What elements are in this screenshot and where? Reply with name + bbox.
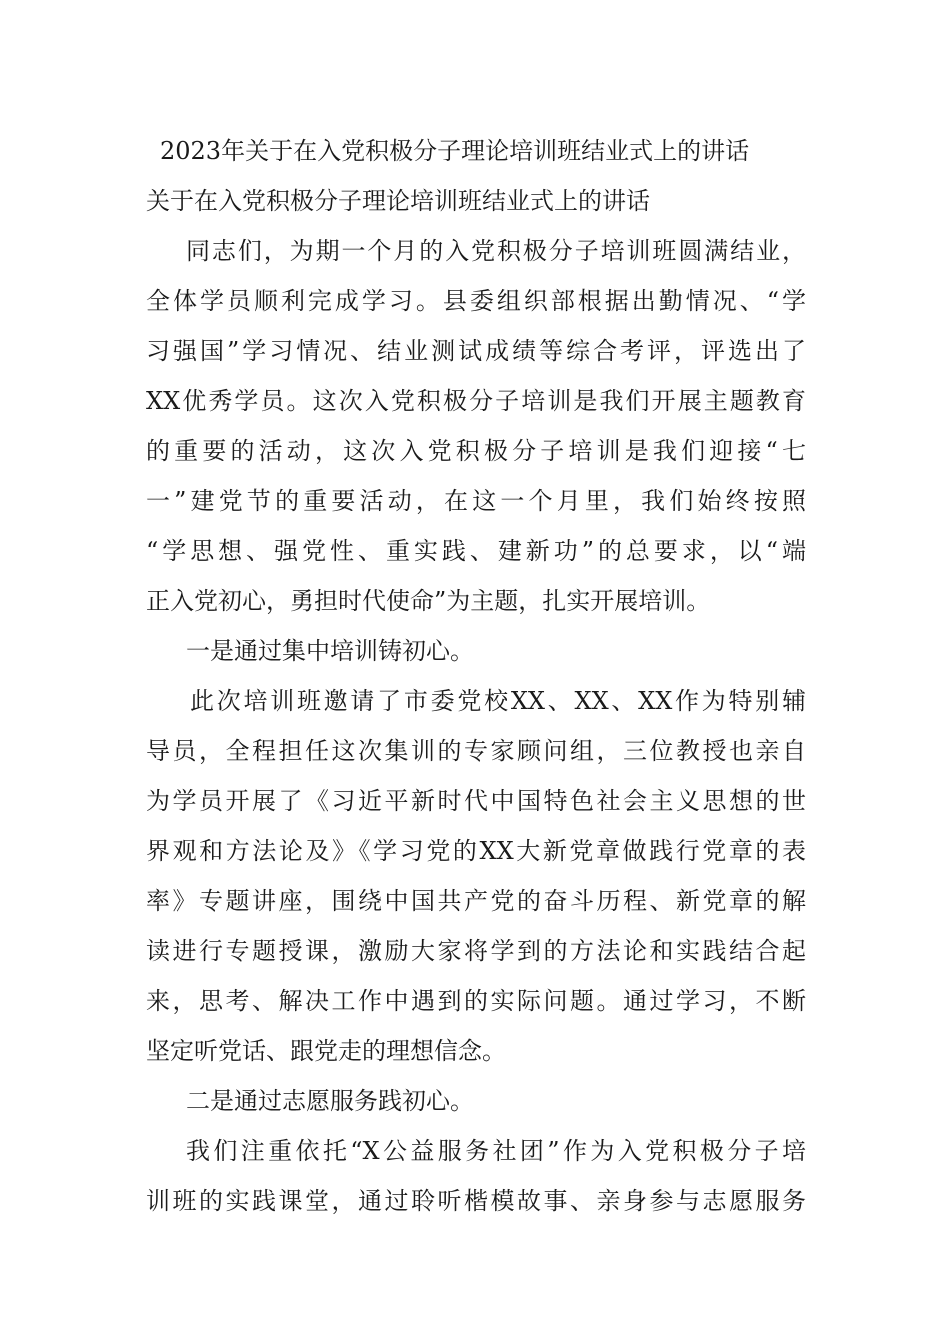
paragraph-line: 为学员开展了《习近平新时代中国特色社会主义思想的世: [146, 787, 806, 815]
document-subtitle: 关于在入党积极分子理论培训班结业式上的讲话: [146, 187, 650, 215]
paragraph-line: 训班的实践课堂，通过聆听楷模故事、亲身参与志愿服务: [146, 1187, 806, 1215]
section-heading: 一是通过集中培训铸初心。: [186, 637, 474, 665]
paragraph-line: 界观和方法论及》《学习党的XX大新党章做践行党章的表: [146, 837, 806, 865]
paragraph-line: 坚定听党话、跟党走的理想信念。: [146, 1037, 506, 1065]
paragraph-line: 全体学员顺利完成学习。县委组织部根据出勤情况、“学: [146, 287, 806, 315]
paragraph-line: “学思想、强党性、重实践、建新功”的总要求，以“端: [146, 537, 806, 565]
paragraph-line: XX优秀学员。这次入党积极分子培训是我们开展主题教育: [146, 387, 806, 415]
paragraph-line: 此次培训班邀请了市委党校XX、XX、XX作为特别辅: [190, 687, 806, 715]
paragraph-line: 习强国”学习情况、结业测试成绩等综合考评，评选出了: [146, 337, 806, 365]
paragraph-line: 的重要的活动，这次入党积极分子培训是我们迎接“七: [146, 437, 806, 465]
paragraph-line: 导员，全程担任这次集训的专家顾问组，三位教授也亲自: [146, 737, 806, 765]
paragraph-line: 同志们，为期一个月的入党积极分子培训班圆满结业，: [186, 237, 806, 265]
paragraph-line: 率》专题讲座，围绕中国共产党的奋斗历程、新党章的解: [146, 887, 806, 915]
paragraph-line: 正入党初心，勇担时代使命”为主题，扎实开展培训。: [146, 587, 711, 615]
section-heading: 二是通过志愿服务践初心。: [186, 1087, 474, 1115]
document-title: 2023年关于在入党积极分子理论培训班结业式上的讲话: [160, 137, 750, 165]
paragraph-line: 读进行专题授课，激励大家将学到的方法论和实践结合起: [146, 937, 806, 965]
paragraph-line: 我们注重依托“X公益服务社团”作为入党积极分子培: [186, 1137, 806, 1165]
paragraph-line: 一”建党节的重要活动，在这一个月里，我们始终按照: [146, 487, 806, 515]
paragraph-line: 来，思考、解决工作中遇到的实际问题。通过学习，不断: [146, 987, 806, 1015]
